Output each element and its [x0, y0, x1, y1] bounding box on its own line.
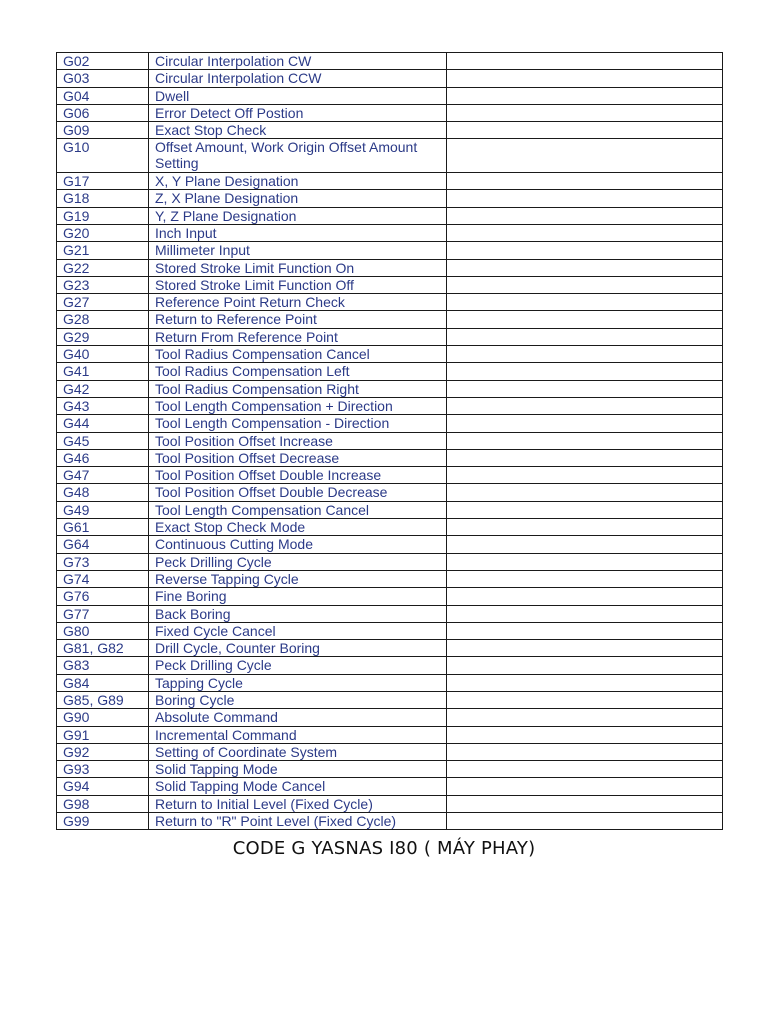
gcode-table	[56, 52, 723, 830]
description-cell: Tool Radius Compensation Cancel	[149, 346, 447, 363]
empty-cell	[447, 501, 723, 518]
empty-cell	[447, 346, 723, 363]
table-row	[57, 104, 723, 121]
gcode-cell: G41	[57, 363, 149, 380]
empty-cell	[447, 709, 723, 726]
description-cell: Reverse Tapping Cycle	[149, 570, 447, 587]
table-row	[57, 536, 723, 553]
description-cell: Tool Length Compensation Cancel	[149, 501, 447, 518]
empty-cell	[447, 294, 723, 311]
table-row	[57, 709, 723, 726]
table-row	[57, 449, 723, 466]
gcode-cell: G91	[57, 726, 149, 743]
table-row	[57, 259, 723, 276]
description-cell: Tapping Cycle	[149, 674, 447, 691]
table-row	[57, 484, 723, 501]
description-cell: Stored Stroke Limit Function On	[149, 259, 447, 276]
empty-cell	[447, 363, 723, 380]
gcode-cell: G45	[57, 432, 149, 449]
empty-cell	[447, 190, 723, 207]
empty-cell	[447, 328, 723, 345]
gcode-cell: G92	[57, 743, 149, 760]
document-caption: CODE G YASNAS I80 ( MÁY PHAY)	[232, 838, 536, 859]
table-row	[57, 605, 723, 622]
description-cell: Tool Position Offset Double Increase	[149, 467, 447, 484]
empty-cell	[447, 795, 723, 812]
description-cell: Back Boring	[149, 605, 447, 622]
empty-cell	[447, 640, 723, 657]
description-cell: Return to Initial Level (Fixed Cycle)	[149, 795, 447, 812]
empty-cell	[447, 259, 723, 276]
table-row	[57, 294, 723, 311]
empty-cell	[447, 207, 723, 224]
gcode-cell: G40	[57, 346, 149, 363]
gcode-cell: G17	[57, 173, 149, 190]
gcode-cell: G83	[57, 657, 149, 674]
empty-cell	[447, 657, 723, 674]
description-cell: Circular Interpolation CCW	[149, 70, 447, 87]
description-cell: Return From Reference Point	[149, 328, 447, 345]
description-cell: Tool Length Compensation - Direction	[149, 415, 447, 432]
gcode-cell: G28	[57, 311, 149, 328]
table-row	[57, 328, 723, 345]
description-cell: Return to "R" Point Level (Fixed Cycle)	[149, 813, 447, 830]
empty-cell	[447, 432, 723, 449]
description-cell: Circular Interpolation CW	[149, 53, 447, 70]
table-row	[57, 311, 723, 328]
gcode-cell: G48	[57, 484, 149, 501]
table-row	[57, 397, 723, 414]
table-row	[57, 122, 723, 139]
table-row	[57, 87, 723, 104]
gcode-cell: G46	[57, 449, 149, 466]
empty-cell	[447, 380, 723, 397]
description-cell: Z, X Plane Designation	[149, 190, 447, 207]
empty-cell	[447, 104, 723, 121]
description-cell: Peck Drilling Cycle	[149, 553, 447, 570]
description-cell: Offset Amount, Work Origin Offset Amount Setting	[149, 139, 447, 173]
description-cell: Tool Position Offset Decrease	[149, 449, 447, 466]
table-row	[57, 415, 723, 432]
description-cell: Millimeter Input	[149, 242, 447, 259]
gcode-cell: G23	[57, 276, 149, 293]
description-cell: Reference Point Return Check	[149, 294, 447, 311]
gcode-table-body	[57, 53, 723, 830]
description-cell: Exact Stop Check Mode	[149, 519, 447, 536]
gcode-cell: G19	[57, 207, 149, 224]
empty-cell	[447, 276, 723, 293]
description-cell: Solid Tapping Mode	[149, 761, 447, 778]
table-row	[57, 380, 723, 397]
table-row	[57, 501, 723, 518]
table-row	[57, 622, 723, 639]
empty-cell	[447, 813, 723, 830]
empty-cell	[447, 484, 723, 501]
empty-cell	[447, 674, 723, 691]
description-cell: Tool Length Compensation + Direction	[149, 397, 447, 414]
table-row	[57, 691, 723, 708]
table-row	[57, 363, 723, 380]
gcode-cell: G09	[57, 122, 149, 139]
description-cell: Absolute Command	[149, 709, 447, 726]
table-row	[57, 761, 723, 778]
description-cell: Solid Tapping Mode Cancel	[149, 778, 447, 795]
gcode-cell: G77	[57, 605, 149, 622]
empty-cell	[447, 87, 723, 104]
description-cell: Dwell	[149, 87, 447, 104]
gcode-cell: G74	[57, 570, 149, 587]
gcode-cell: G49	[57, 501, 149, 518]
empty-cell	[447, 53, 723, 70]
table-row	[57, 467, 723, 484]
table-row	[57, 795, 723, 812]
gcode-cell: G73	[57, 553, 149, 570]
table-row	[57, 726, 723, 743]
description-cell: Incremental Command	[149, 726, 447, 743]
description-cell: Tool Position Offset Double Decrease	[149, 484, 447, 501]
gcode-cell: G61	[57, 519, 149, 536]
description-cell: Peck Drilling Cycle	[149, 657, 447, 674]
table-row	[57, 276, 723, 293]
table-row	[57, 190, 723, 207]
empty-cell	[447, 691, 723, 708]
gcode-cell: G29	[57, 328, 149, 345]
description-cell: Inch Input	[149, 224, 447, 241]
description-cell: Drill Cycle, Counter Boring	[149, 640, 447, 657]
gcode-cell: G93	[57, 761, 149, 778]
empty-cell	[447, 519, 723, 536]
table-row	[57, 53, 723, 70]
gcode-cell: G43	[57, 397, 149, 414]
gcode-cell: G18	[57, 190, 149, 207]
description-cell: Y, Z Plane Designation	[149, 207, 447, 224]
empty-cell	[447, 622, 723, 639]
empty-cell	[447, 605, 723, 622]
empty-cell	[447, 449, 723, 466]
table-row	[57, 70, 723, 87]
description-cell: Continuous Cutting Mode	[149, 536, 447, 553]
table-row	[57, 674, 723, 691]
gcode-cell: G98	[57, 795, 149, 812]
description-cell: Boring Cycle	[149, 691, 447, 708]
gcode-cell: G76	[57, 588, 149, 605]
gcode-cell: G99	[57, 813, 149, 830]
gcode-cell: G06	[57, 104, 149, 121]
gcode-cell: G02	[57, 53, 149, 70]
gcode-cell: G64	[57, 536, 149, 553]
description-cell: Tool Radius Compensation Left	[149, 363, 447, 380]
gcode-cell: G81, G82	[57, 640, 149, 657]
gcode-cell: G03	[57, 70, 149, 87]
gcode-cell: G44	[57, 415, 149, 432]
empty-cell	[447, 224, 723, 241]
table-row	[57, 242, 723, 259]
description-cell: X, Y Plane Designation	[149, 173, 447, 190]
empty-cell	[447, 778, 723, 795]
description-cell: Exact Stop Check	[149, 122, 447, 139]
description-cell: Return to Reference Point	[149, 311, 447, 328]
gcode-cell: G22	[57, 259, 149, 276]
empty-cell	[447, 70, 723, 87]
description-cell: Tool Position Offset Increase	[149, 432, 447, 449]
table-row	[57, 778, 723, 795]
table-row	[57, 640, 723, 657]
empty-cell	[447, 726, 723, 743]
gcode-cell: G20	[57, 224, 149, 241]
empty-cell	[447, 173, 723, 190]
empty-cell	[447, 570, 723, 587]
gcode-cell: G47	[57, 467, 149, 484]
description-cell: Error Detect Off Postion	[149, 104, 447, 121]
gcode-cell: G80	[57, 622, 149, 639]
empty-cell	[447, 743, 723, 760]
table-row	[57, 207, 723, 224]
empty-cell	[447, 761, 723, 778]
gcode-cell: G42	[57, 380, 149, 397]
table-row	[57, 588, 723, 605]
table-row	[57, 224, 723, 241]
description-cell: Fine Boring	[149, 588, 447, 605]
empty-cell	[447, 553, 723, 570]
table-row	[57, 570, 723, 587]
empty-cell	[447, 397, 723, 414]
empty-cell	[447, 311, 723, 328]
table-row	[57, 553, 723, 570]
empty-cell	[447, 467, 723, 484]
gcode-cell: G84	[57, 674, 149, 691]
description-cell: Tool Radius Compensation Right	[149, 380, 447, 397]
description-cell: Fixed Cycle Cancel	[149, 622, 447, 639]
gcode-cell: G21	[57, 242, 149, 259]
table-row	[57, 173, 723, 190]
empty-cell	[447, 122, 723, 139]
gcode-cell: G85, G89	[57, 691, 149, 708]
gcode-cell: G94	[57, 778, 149, 795]
description-cell: Setting of Coordinate System	[149, 743, 447, 760]
table-row	[57, 346, 723, 363]
gcode-cell: G90	[57, 709, 149, 726]
empty-cell	[447, 588, 723, 605]
empty-cell	[447, 139, 723, 173]
table-row	[57, 139, 723, 173]
empty-cell	[447, 415, 723, 432]
table-row	[57, 519, 723, 536]
empty-cell	[447, 536, 723, 553]
description-cell: Stored Stroke Limit Function Off	[149, 276, 447, 293]
gcode-cell: G04	[57, 87, 149, 104]
table-row	[57, 743, 723, 760]
table-row	[57, 432, 723, 449]
gcode-cell: G10	[57, 139, 149, 173]
table-row	[57, 813, 723, 830]
table-row	[57, 657, 723, 674]
empty-cell	[447, 242, 723, 259]
gcode-cell: G27	[57, 294, 149, 311]
